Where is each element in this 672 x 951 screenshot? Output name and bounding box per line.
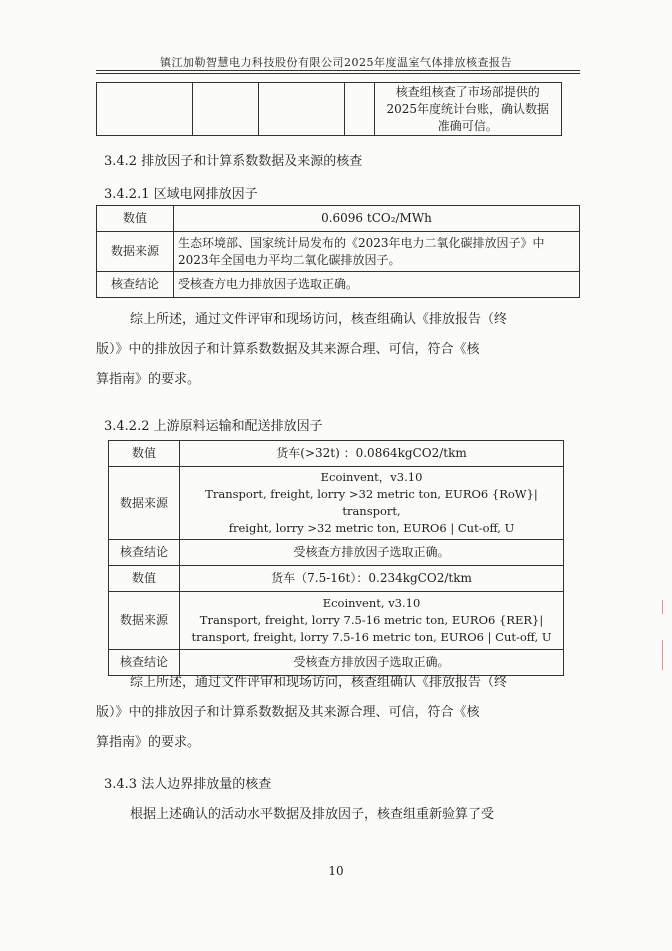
page-header: 镇江加勒智慧电力科技股份有限公司2025年度温室气体排放核查报告 — [160, 56, 512, 69]
paragraph-line: 版）》中的排放因子和计算系数数据及其来源合理、可信，符合《核 — [96, 342, 480, 357]
table-label: 数值 — [97, 206, 174, 232]
continued-table — [96, 82, 562, 136]
table-label: 核查结论 — [97, 272, 174, 298]
table-label: 数据来源 — [97, 232, 174, 272]
table-label: 数据来源 — [109, 467, 180, 540]
table-value: 货车(>32t) ：0.0864kgCO2/tkm — [180, 441, 564, 467]
header-rule — [96, 70, 580, 71]
table-value: Ecoinvent，v3.10 Transport, freight, lorry >32 metric ton, EURO6 {RoW}| transport, freight, lorry >32 metric ton, EURO6 | Cut-off, U — [180, 467, 564, 540]
paragraph-line: 版）》中的排放因子和计算系数数据及其来源合理、可信，符合《核 — [96, 705, 480, 720]
table-value: 受核查方排放因子选取正确。 — [180, 540, 564, 566]
paragraph — [96, 305, 580, 395]
table-label: 核查结论 — [109, 650, 180, 676]
paragraph-line: 综上所述，通过文件评审和现场访问，核查组确认《排放报告（终 — [130, 675, 508, 690]
table-value: 生态环境部、国家统计局发布的《2023年电力二氧化碳排放因子》中2023年全国电力平均二氧化碳排放因子。 — [174, 232, 580, 272]
page-number: 10 — [328, 864, 344, 878]
table-value: 受核查方电力排放因子选取正确。 — [174, 272, 580, 298]
subsection-heading: 3.4.2.1 区域电网排放因子 — [104, 187, 258, 202]
paragraph-line: 根据上述确认的活动水平数据及排放因子，核查组重新验算了受 — [130, 807, 495, 822]
table-value: 受核查方排放因子选取正确。 — [180, 650, 564, 676]
paragraph-line: 算指南》的要求。 — [96, 735, 201, 750]
margin-mark — [662, 640, 663, 670]
section-heading: 3.4.2 排放因子和计算系数数据及来源的核查 — [104, 154, 363, 169]
table-cell: 核查组核查了市场部提供的2025年度统计台账，确认数据准确可信。 — [374, 83, 561, 136]
grid-factor-table — [96, 205, 580, 298]
table-label: 数值 — [109, 441, 180, 467]
margin-mark — [662, 600, 663, 614]
table-value: Ecoinvent, v3.10 Transport, freight, lorry 7.5-16 metric ton, EURO6 {RER}| transport, freight, lorry 7.5-16 metric ton, EURO6 | Cut-off, U — [180, 592, 564, 650]
table-label: 数值 — [109, 566, 180, 592]
paragraph-line: 综上所述，通过文件评审和现场访问，核查组确认《排放报告（终 — [130, 312, 508, 327]
table-value: 0.6096 tCO₂/MWh — [174, 206, 580, 232]
transport-factor-table — [108, 440, 564, 676]
paragraph — [96, 800, 580, 830]
paragraph — [96, 668, 580, 758]
table-value: 货车（7.5-16t）：0.234kgCO2/tkm — [180, 566, 564, 592]
header-rule — [96, 73, 580, 74]
subsection-heading: 3.4.2.2 上游原料运输和配送排放因子 — [104, 419, 323, 434]
table-label: 核查结论 — [109, 540, 180, 566]
section-heading: 3.4.3 法人边界排放量的核查 — [104, 777, 272, 792]
paragraph-line: 算指南》的要求。 — [96, 372, 201, 387]
table-label: 数据来源 — [109, 592, 180, 650]
